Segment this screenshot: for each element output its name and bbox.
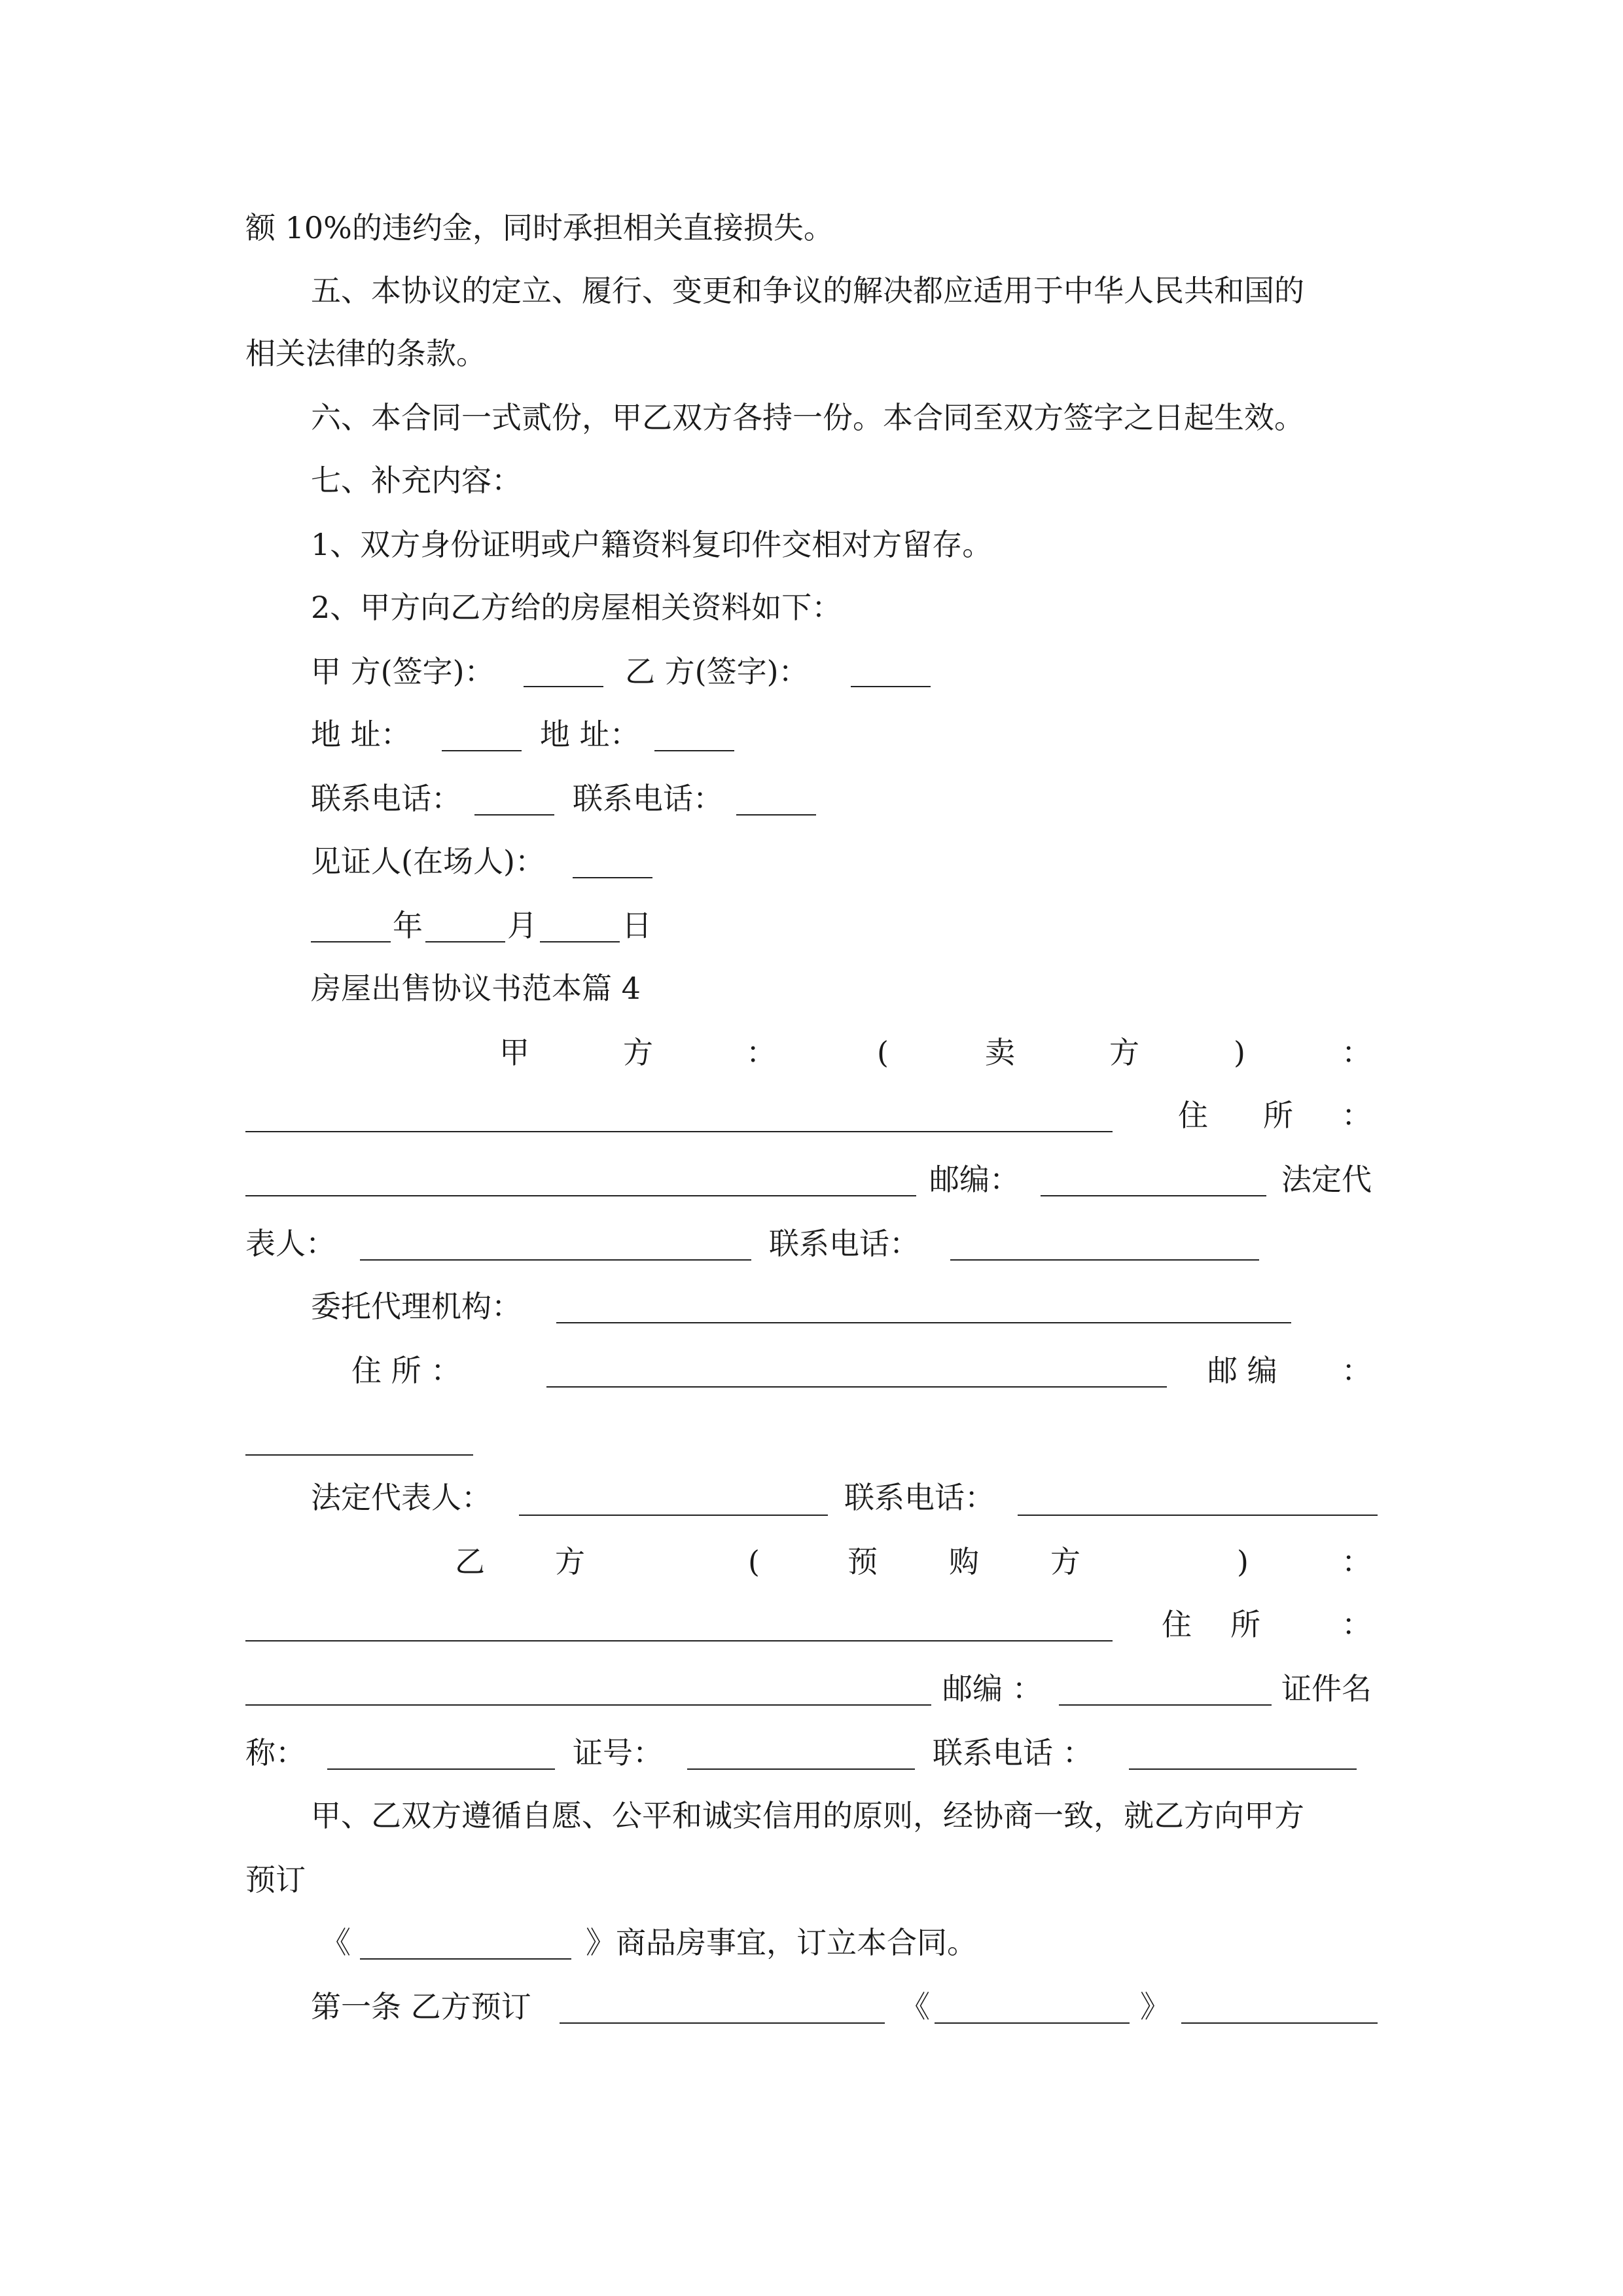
party-a-phone-label: 联系电话： xyxy=(311,781,461,816)
s10-char: ： xyxy=(1342,1607,1372,1642)
s9-char: ) xyxy=(1237,1544,1249,1579)
s1-char: 卖 xyxy=(985,1035,1015,1070)
year-label: 年 xyxy=(393,908,423,943)
s1-char: 方 xyxy=(1109,1035,1139,1070)
month-label: 月 xyxy=(507,908,537,943)
text-line: 额 10%的违约金，同时承担相关直接损失。 xyxy=(245,210,834,245)
party-a-address-blank[interactable] xyxy=(442,750,522,751)
buyer-postcode-blank[interactable] xyxy=(1059,1704,1272,1706)
buyer-residence-blank[interactable] xyxy=(245,1704,931,1706)
witness-label: 见证人(在场人)： xyxy=(311,844,545,879)
agent-phone-blank[interactable] xyxy=(1018,1515,1378,1516)
section-heading: 房屋出售协议书范本篇 4 xyxy=(311,971,641,1006)
buyer-phone-label: 联系电话 ： xyxy=(933,1735,1093,1770)
supplement-1: 1、双方身份证明或户籍资料复印件交相对方留存。 xyxy=(311,527,993,562)
buyer-cert-no-blank[interactable] xyxy=(687,1768,915,1770)
agent-residence-blank[interactable] xyxy=(546,1386,1167,1388)
s10-char: 所 xyxy=(1230,1607,1260,1642)
buyer-name-blank[interactable] xyxy=(245,1640,1113,1641)
day-label: 日 xyxy=(622,908,652,943)
s1-char: ( xyxy=(877,1035,889,1070)
article-1-blank-b[interactable] xyxy=(935,2022,1130,2024)
seller-phone-label: 联系电话： xyxy=(769,1226,919,1261)
buyer-postcode-label: 邮编 ： xyxy=(942,1671,1043,1706)
s9-char: ( xyxy=(748,1544,760,1579)
agent-legal-label: 法定代表人： xyxy=(311,1480,491,1515)
s9-char: 购 xyxy=(949,1544,979,1579)
party-a-address-label: 地 址： xyxy=(311,717,411,752)
agent-postcode-blank[interactable] xyxy=(245,1454,473,1456)
party-b-address-blank[interactable] xyxy=(654,750,734,751)
article-1-blank-a[interactable] xyxy=(560,2022,885,2024)
s2-char: 所 xyxy=(1263,1098,1293,1133)
party-b-address-label: 地 址： xyxy=(540,717,640,752)
s2-char: ： xyxy=(1342,1098,1372,1133)
supplement-2: 2、甲方向乙方给的房屋相关资料如下： xyxy=(311,590,842,625)
s9-char: 预 xyxy=(847,1544,878,1579)
article-1-blank-c[interactable] xyxy=(1181,2022,1378,2024)
seller-phone-blank[interactable] xyxy=(950,1259,1259,1261)
s9-char: 方 xyxy=(555,1544,585,1579)
buyer-cert-name-label: 称： xyxy=(245,1735,306,1770)
clause-7: 七、补充内容： xyxy=(311,463,522,498)
buyer-phone-blank[interactable] xyxy=(1129,1768,1357,1770)
project-rest: 》商品房事宜，订立本合同。 xyxy=(586,1925,977,1960)
party-a-sign-blank[interactable] xyxy=(524,686,603,687)
project-lquote: 《 xyxy=(321,1925,351,1960)
clause-5-cont: 相关法律的条款。 xyxy=(245,336,486,371)
s2-char: 住 xyxy=(1178,1098,1208,1133)
party-b-sign-label: 乙 方(签字)： xyxy=(625,654,809,689)
seller-legal-label: 法定代 xyxy=(1281,1162,1372,1197)
year-blank[interactable] xyxy=(311,941,391,942)
agent-postcode-label: 邮 编 xyxy=(1207,1353,1277,1388)
buyer-cert-label: 证件名 xyxy=(1281,1671,1372,1706)
seller-rep-label: 表人： xyxy=(245,1226,336,1261)
article-1-lquote: 《 xyxy=(900,1989,930,2024)
preamble: 甲、乙双方遵循自愿、公平和诚实信用的原则，经协商一致，就乙方向甲方 xyxy=(311,1798,1304,1833)
agent-blank[interactable] xyxy=(556,1322,1291,1323)
witness-blank[interactable] xyxy=(573,877,652,878)
s9-char: ： xyxy=(1342,1544,1372,1579)
party-b-phone-blank[interactable] xyxy=(736,814,816,816)
s1-char: ) xyxy=(1234,1035,1245,1070)
s1-char: ： xyxy=(1342,1035,1372,1070)
seller-postcode-label: 邮编： xyxy=(929,1162,1020,1197)
seller-postcode-blank[interactable] xyxy=(1041,1195,1266,1196)
s1-char: ： xyxy=(746,1035,776,1070)
day-blank[interactable] xyxy=(540,941,620,942)
s1-char: 甲 xyxy=(499,1035,529,1070)
seller-name-blank[interactable] xyxy=(245,1131,1113,1132)
seller-residence-blank[interactable] xyxy=(245,1195,916,1196)
party-a-phone-blank[interactable] xyxy=(474,814,554,816)
article-1-rquote: 》 xyxy=(1140,1989,1170,2024)
s10-char: 住 xyxy=(1162,1607,1192,1642)
s9-char: 方 xyxy=(1050,1544,1080,1579)
clause-5: 五、本协议的定立、履行、变更和争议的解决都应适用于中华人民共和国的 xyxy=(311,273,1304,308)
s9-char: 乙 xyxy=(455,1544,485,1579)
s1-char: 方 xyxy=(623,1035,653,1070)
party-a-sign-label: 甲 方(签字)： xyxy=(311,654,495,689)
project-name-blank[interactable] xyxy=(360,1958,571,1960)
seller-rep-blank[interactable] xyxy=(360,1259,751,1261)
month-blank[interactable] xyxy=(425,941,505,942)
agent-legal-blank[interactable] xyxy=(519,1515,828,1516)
article-1-label: 第一条 乙方预订 xyxy=(311,1989,531,2024)
agent-postcode-colon: ： xyxy=(1342,1353,1372,1388)
buyer-cert-name-blank[interactable] xyxy=(327,1768,555,1770)
party-b-phone-label: 联系电话： xyxy=(573,781,723,816)
party-b-sign-blank[interactable] xyxy=(851,686,931,687)
buyer-cert-no-label: 证号： xyxy=(573,1735,663,1770)
agent-label: 委托代理机构： xyxy=(311,1289,522,1324)
agent-phone-label: 联系电话： xyxy=(844,1480,995,1515)
preamble-cont: 预订 xyxy=(245,1862,306,1897)
clause-6: 六、本合同一式贰份，甲乙双方各持一份。本合同至双方签字之日起生效。 xyxy=(311,400,1304,435)
agent-residence-label: 住 所 ： xyxy=(351,1353,461,1388)
